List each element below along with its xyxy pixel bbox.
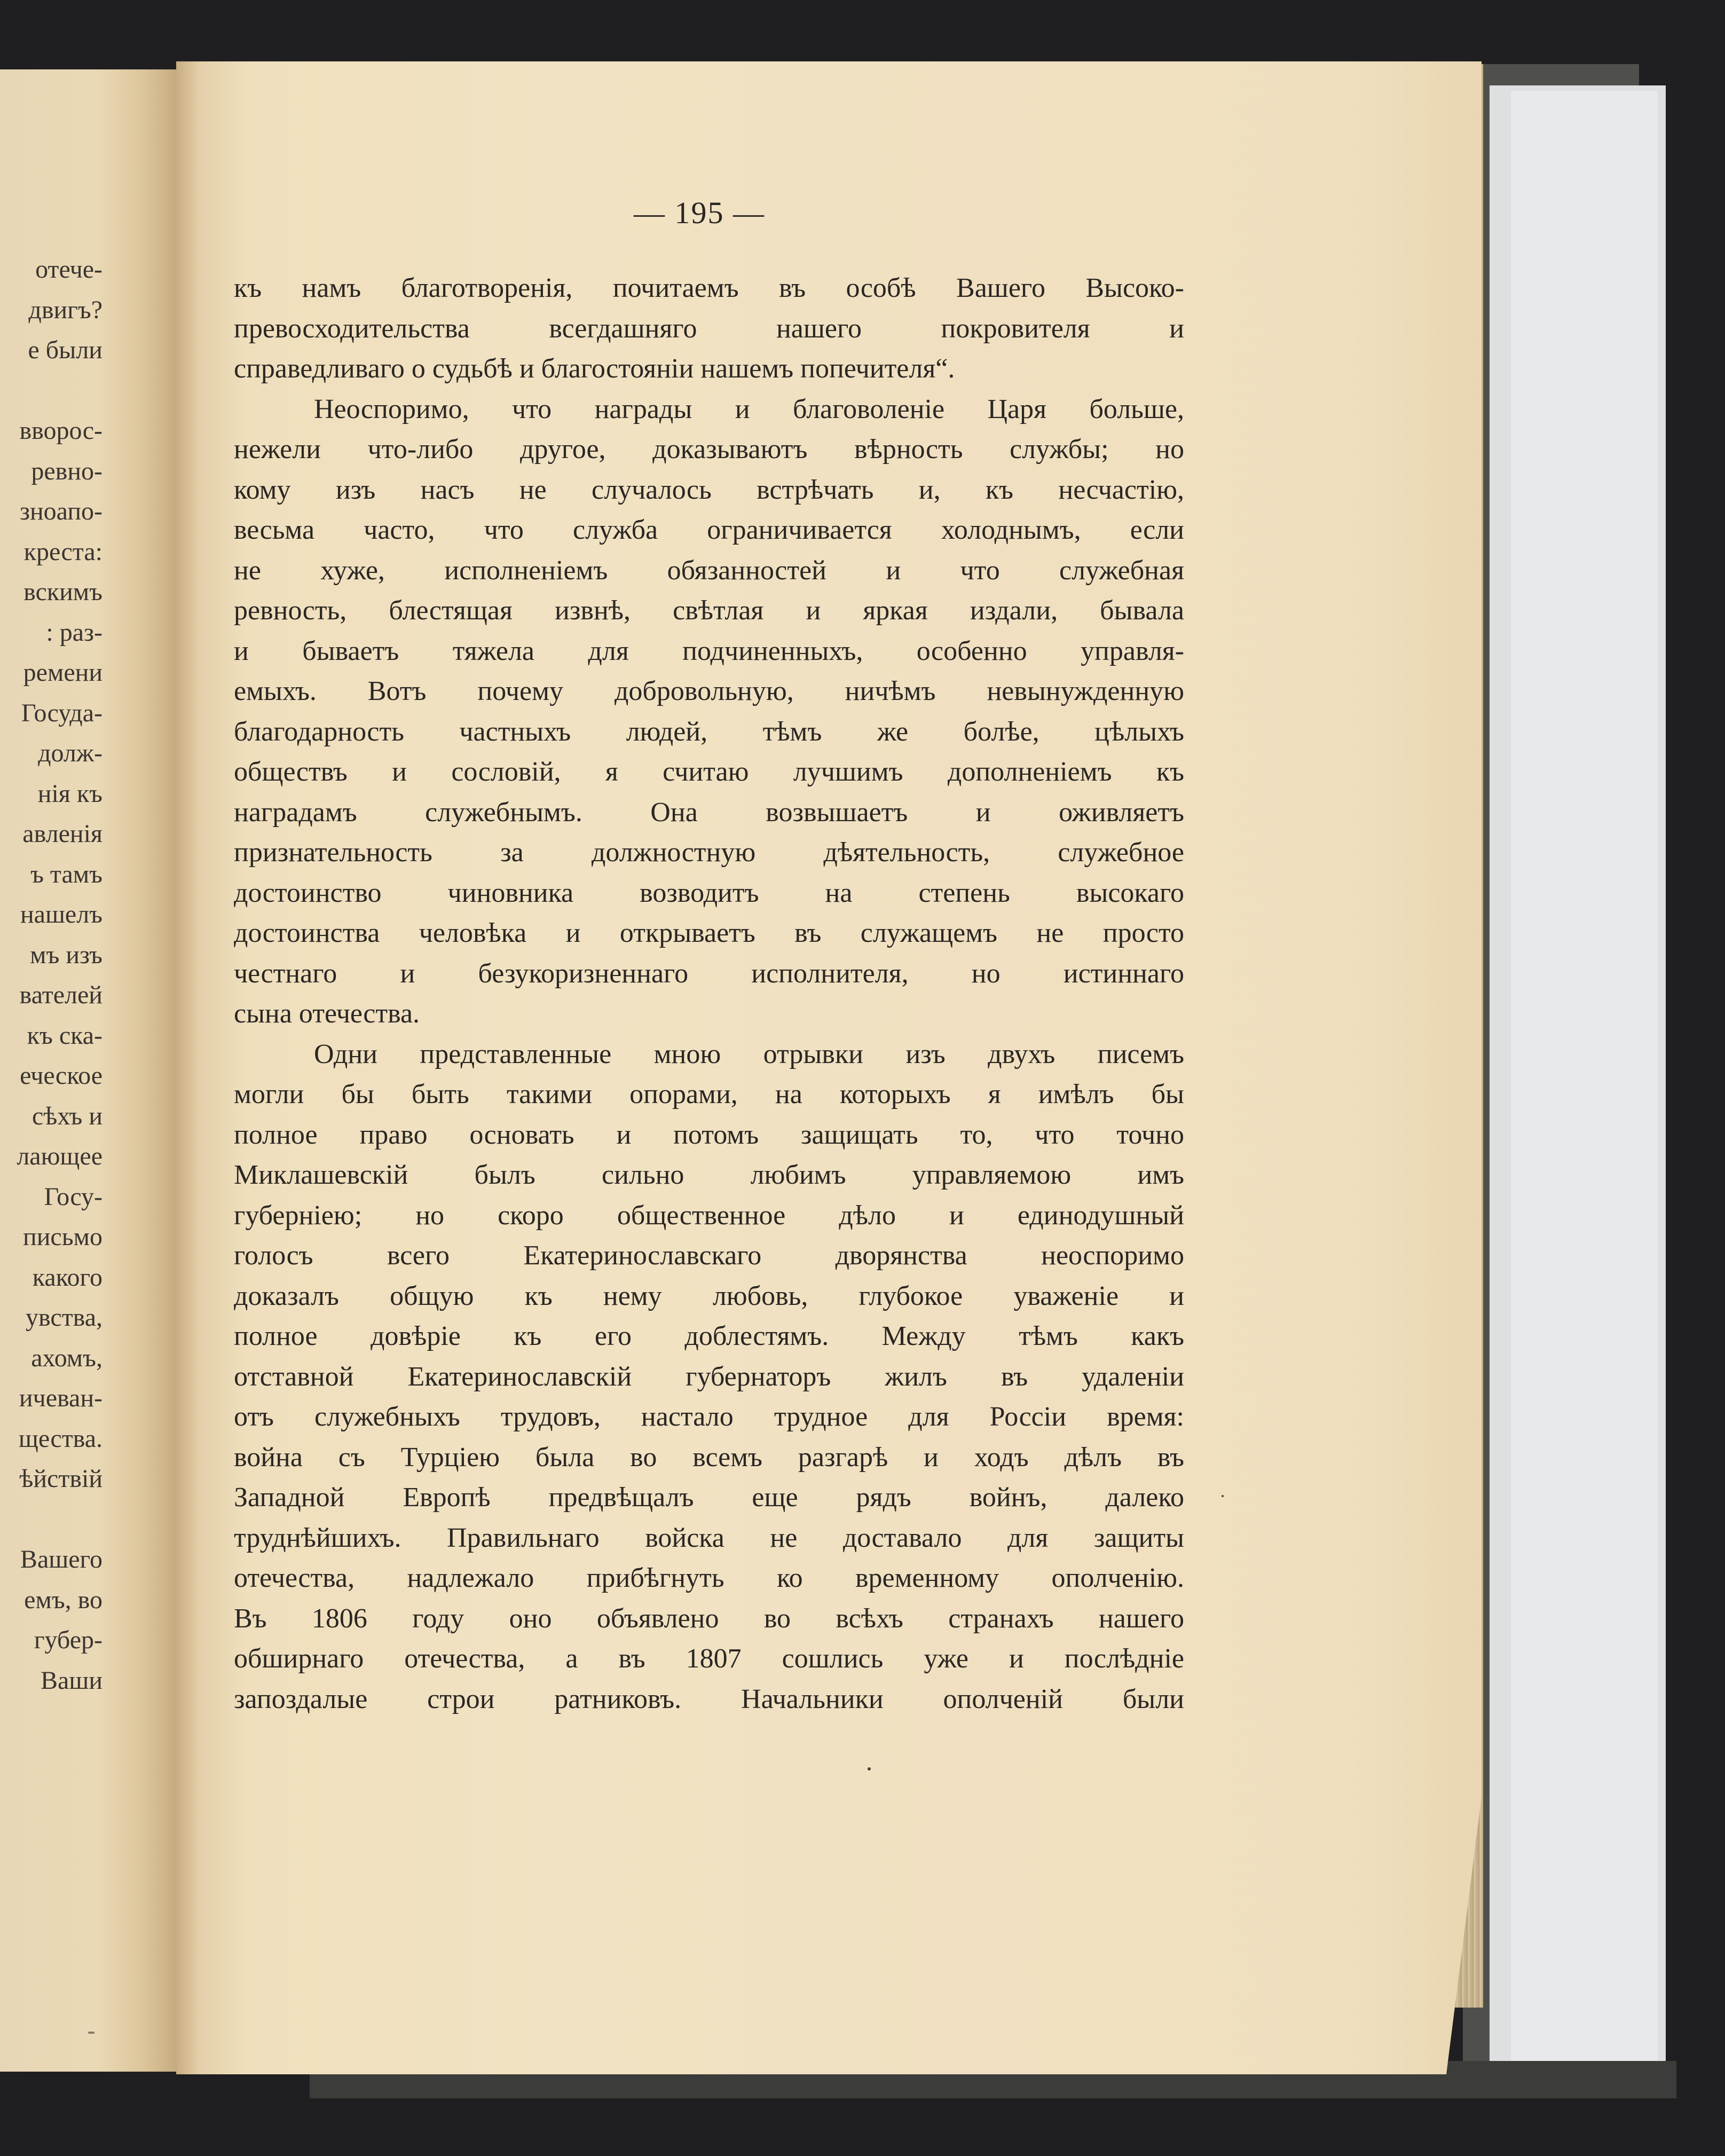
text-line: честнаго и безукоризненнаго исполнителя, но истиннаго: [234, 958, 1184, 989]
text-line: обществъ и сословій, я считаю лучшимъ дополненіемъ къ: [234, 757, 1184, 787]
text-line: достоинство чиновника возводитъ на степень высокаго: [234, 877, 1184, 908]
text-line: отечества, надлежало прибѣгнуть ко временному ополченію.: [234, 1563, 1184, 1593]
text-line: отъ служебныхъ трудовъ, настало трудное для Россіи время:: [234, 1402, 1184, 1432]
text-line: запоздалые строи ратниковъ. Начальники ополченій были: [234, 1683, 1184, 1714]
left-page-line: : раз-: [46, 618, 103, 647]
text-line: кому изъ насъ не случалось встрѣчать и, къ несчастію,: [234, 474, 1184, 505]
paper-speck: [88, 2032, 94, 2034]
text-line: не хуже, исполненіемъ обязанностей и что служебная: [234, 555, 1184, 586]
left-page-line: долж-: [38, 739, 103, 767]
text-line: справедливаго о судьбѣ и благостояніи нашемъ попечителя“.: [234, 353, 955, 384]
text-line: губерніею; но скоро общественное дѣло и единодушный: [234, 1200, 1184, 1231]
left-page-line: [0, 371, 103, 411]
text-line: емыхъ. Вотъ почему добровольную, ничѣмъ невынужденную: [234, 676, 1184, 706]
text-line: ревность, блестящая извнѣ, свѣтлая и яркая издали, бывала: [234, 595, 1184, 626]
page-number: — 195 —: [634, 195, 765, 230]
text-line: полное довѣріе къ его доблестямъ. Между тѣмъ какъ: [234, 1321, 1184, 1351]
left-page-line: Вашего: [20, 1545, 103, 1573]
text-line: сына отечества.: [234, 998, 420, 1029]
left-page-line: сѣхъ и: [31, 1101, 103, 1130]
left-page-line: отече-: [35, 255, 103, 284]
white-backing-sheet-inner: [1511, 91, 1658, 2066]
left-page-line: къ ска-: [27, 1021, 103, 1050]
left-page-line: ѣйствій: [19, 1465, 103, 1493]
left-page-line: увства,: [26, 1303, 103, 1332]
text-line: обширнаго отечества, а въ 1807 сошлись уже и послѣдніе: [234, 1643, 1184, 1674]
left-page-line: Госу-: [44, 1182, 103, 1211]
text-line: къ намъ благотворенія, почитаемъ въ особѣ Вашего Высоко-: [234, 273, 1184, 303]
left-page-line: ремени: [23, 658, 103, 687]
left-page-line: губер-: [34, 1626, 103, 1654]
text-line: благодарность частныхъ людей, тѣмъ же болѣе, цѣлыхъ: [234, 716, 1184, 747]
left-page: [0, 69, 192, 2072]
text-line: Въ 1806 году оно объявлено во всѣхъ странахъ нашего: [234, 1603, 1184, 1634]
left-page-line: письмо: [23, 1223, 103, 1251]
text-line: могли бы быть такими опорами, на которыхъ я имѣлъ бы: [234, 1079, 1184, 1110]
left-page-line: е были: [28, 336, 103, 364]
left-page-line: какого: [32, 1263, 103, 1292]
left-page-line: креста:: [23, 537, 103, 566]
left-page-line: еческое: [20, 1061, 103, 1090]
left-page-line: вателей: [19, 981, 103, 1009]
left-page-line: [0, 1499, 103, 1540]
text-line: полное право основать и потомъ защищать то, что точно: [234, 1119, 1184, 1150]
left-page-line: ревно-: [31, 457, 103, 485]
text-line: голосъ всего Екатеринославскаго дворянства неоспоримо: [234, 1240, 1184, 1271]
left-page-line: щества.: [18, 1424, 103, 1453]
text-line: и бываетъ тяжела для подчиненныхъ, особенно управля-: [234, 635, 1184, 666]
left-page-text: [0, 249, 103, 1701]
left-page-line: нашелъ: [20, 900, 103, 929]
text-line: Западной Европѣ предвѣщалъ еще рядъ войнъ, далеко: [234, 1482, 1184, 1513]
text-line: достоинства человѣка и открываетъ въ служащемъ не просто: [234, 918, 1184, 948]
text-line: наградамъ служебнымъ. Она возвышаетъ и оживляетъ: [234, 797, 1184, 828]
text-line: Миклашевскій былъ сильно любимъ управляемою имъ: [234, 1160, 1184, 1190]
left-page-line: авленія: [22, 820, 103, 848]
left-page-line: ъ тамъ: [30, 860, 103, 888]
text-line: Неоспоримо, что награды и благоволеніе Царя больше,: [314, 394, 1184, 424]
text-line: превосходительства всегдашняго нашего покровителя и: [234, 313, 1184, 344]
left-page-line: емъ, во: [24, 1585, 103, 1614]
paper-speck: [868, 1767, 871, 1771]
left-page-line: зноапо-: [20, 497, 103, 525]
left-page-line: двигъ?: [28, 295, 103, 324]
left-page-line: нія къ: [37, 779, 103, 808]
left-page-line: вворос-: [19, 416, 103, 445]
paper-speck: [1222, 1495, 1224, 1497]
text-line: весьма часто, что служба ограничивается холоднымъ, если: [234, 515, 1184, 545]
text-line: труднѣйшихъ. Правильнаго войска не доставало для защиты: [234, 1522, 1184, 1553]
left-page-line: Госуда-: [21, 698, 103, 727]
left-page-line: Ваши: [41, 1666, 103, 1695]
left-page-line: ичеван-: [19, 1384, 103, 1412]
text-line: Одни представленные мною отрывки изъ двухъ писемъ: [314, 1038, 1184, 1069]
left-page-line: лающее: [17, 1142, 103, 1170]
left-page-line: мъ изъ: [30, 940, 103, 969]
text-line: отставной Екатеринославскій губернаторъ жилъ въ удаленіи: [234, 1361, 1184, 1392]
body-text: [234, 268, 1184, 1719]
text-line: нежели что-либо другое, доказываютъ вѣрность службы; но: [234, 434, 1184, 465]
left-page-line: вскимъ: [23, 578, 103, 606]
text-line: доказалъ общую къ нему любовь, глубокое уваженіе и: [234, 1280, 1184, 1311]
text-line: война съ Турціею была во всемъ разгарѣ и ходъ дѣлъ въ: [234, 1442, 1184, 1473]
left-page-line: ахомъ,: [31, 1343, 103, 1372]
text-line: признательность за должностную дѣятельность, служебное: [234, 837, 1184, 868]
